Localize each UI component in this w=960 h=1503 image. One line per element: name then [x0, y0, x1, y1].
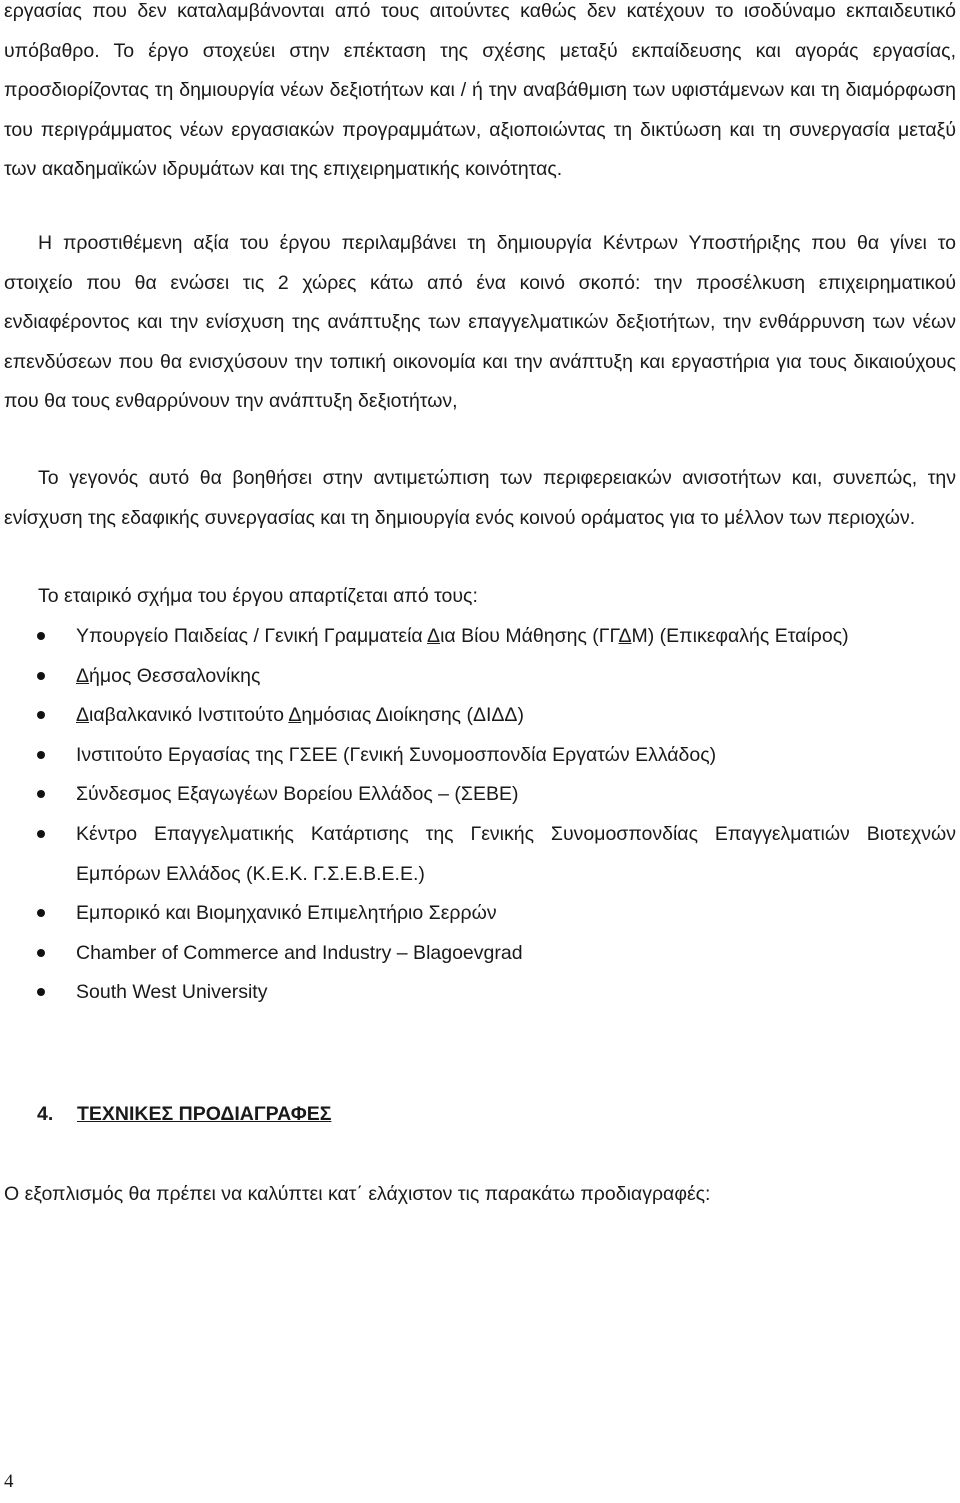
- list-item: Κέντρο Επαγγελματικής Κατάρτισης της Γενικής Συνομοσπονδίας Επαγγελματιών Βιοτεχνών Εμπόρων Ελλάδος (Κ.Ε.Κ. Γ.Σ.Ε.Β.Ε.Ε.): [0, 815, 960, 894]
- section-title: ΤΕΧΝΙΚΕΣ ΠΡΟΔΙΑΓΡΑΦΕΣ: [77, 1103, 332, 1125]
- bullet-icon: [37, 711, 45, 719]
- paragraph-added-value: Η προστιθέμενη αξία του έργου περιλαμβάνει τη δημιουργία Κέντρων Υποστήριξης που θα γίνει το στοιχείο που θα ενώσει τις 2 χώρες κάτω από ένα κοινό σκοπό: την προσέλκυση επιχειρηματικού ενδιαφέροντος και την ενίσχυση της ανάπτυξης των επαγγελματικών δεξιοτήτων, την ενθάρρυνση των νέων επενδύσεων που θα ενισχύσουν την τοπική οικονομία και την ανάπτυξη και εργαστήρια για τους δικαιούχους που θα τους ενθαρρύνουν την ανάπτυξη δεξιοτήτων,: [4, 232, 956, 413]
- bullet-icon: [37, 790, 45, 798]
- list-item: Δήμος Θεσσαλονίκης: [0, 657, 960, 697]
- list-item: Ινστιτούτο Εργασίας της ΓΣΕΕ (Γενική Συνομοσπονδία Εργατών Ελλάδος): [0, 736, 960, 776]
- bullet-icon: [37, 830, 45, 838]
- paragraph-partnership-intro: Το εταιρικό σχήμα του έργου απαρτίζεται από τους:: [38, 585, 478, 607]
- bullet-icon: [37, 988, 45, 996]
- list-item: Εμπορικό και Βιομηχανικό Επιμελητήριο Σερρών: [0, 894, 960, 934]
- bullet-icon: [37, 949, 45, 957]
- list-item: Chamber of Commerce and Industry – Blagoevgrad: [0, 934, 960, 974]
- paragraph-equipment-spec-intro: Ο εξοπλισμός θα πρέπει να καλύπτει κατ΄ ελάχιστον τις παρακάτω προδιαγραφές:: [4, 1183, 711, 1205]
- partner-list: [0, 617, 960, 1013]
- list-item: Υπουργείο Παιδείας / Γενική Γραμματεία Δια Βίου Μάθησης (ΓΓΔΜ) (Επικεφαλής Εταίρος): [0, 617, 960, 657]
- list-item: Σύνδεσμος Εξαγωγέων Βορείου Ελλάδος – (ΣΕΒΕ): [0, 775, 960, 815]
- list-item: South West University: [0, 973, 960, 1013]
- bullet-icon: [37, 909, 45, 917]
- bullet-icon: [37, 672, 45, 680]
- list-item: Διαβαλκανικό Ινστιτούτο Δημόσιας Διοίκησης (ΔΙΔΔ): [0, 696, 960, 736]
- section-heading: [37, 1094, 331, 1134]
- bullet-icon: [37, 751, 45, 759]
- section-number: 4.: [37, 1103, 54, 1125]
- page-number: 4: [4, 1471, 14, 1492]
- paragraph-regional-cooperation: Το γεγονός αυτό θα βοηθήσει στην αντιμετώπιση των περιφερειακών ανισοτήτων και, συνεπώς, την ενίσχυση της εδαφικής συνεργασίας και τη δημιουργία ενός κοινού οράματος για το μέλλον των περιοχών.: [4, 467, 956, 529]
- bullet-icon: [37, 632, 45, 640]
- paragraph-intro: εργασίας που δεν καταλαμβάνονται από τους αιτούντες καθώς δεν κατέχουν το ισοδύναμο εκπαιδευτικό υπόβαθρο. Το έργο στοχεύει στην επέκταση της σχέσης μεταξύ εκπαίδευσης και αγοράς εργασίας, προσδιορίζοντας τη δημιουργία νέων δεξιοτήτων και / ή την αναβάθμιση των υφιστάμενων και τη διαμόρφωση του περιγράμματος νέων εργασιακών προγραμμάτων, αξιοποιώντας τη δικτύωση και τη συνεργασία μεταξύ των ακαδημαϊκών ιδρυμάτων και της επιχειρηματικής κοινότητας.: [4, 0, 956, 181]
